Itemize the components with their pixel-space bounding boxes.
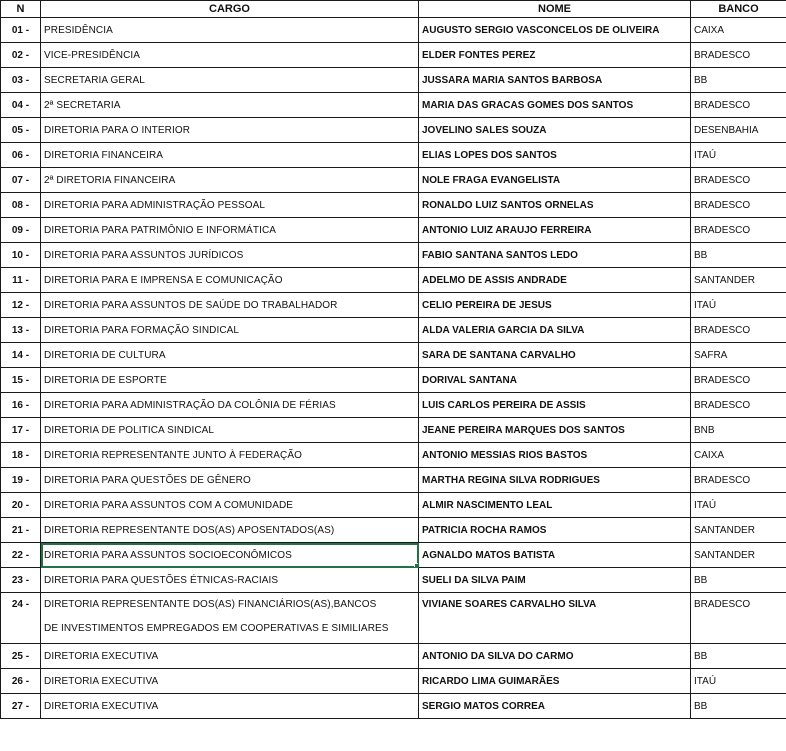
cell-number[interactable]: 25 - xyxy=(1,644,41,669)
cell-banco[interactable]: ITAÚ xyxy=(691,293,786,318)
cell-number[interactable]: 01 - xyxy=(1,18,41,43)
cell-cargo[interactable]: DIRETORIA REPRESENTANTE DOS(AS) APOSENTADOS(AS) xyxy=(41,518,419,543)
cell-cargo[interactable]: DIRETORIA REPRESENTANTE JUNTO À FEDERAÇÃO xyxy=(41,443,419,468)
cell-cargo[interactable]: DIRETORIA PARA ASSUNTOS DE SAÚDE DO TRABALHADOR xyxy=(41,293,419,318)
table-row xyxy=(1,568,786,593)
cell-nome[interactable]: RONALDO LUIZ SANTOS ORNELAS xyxy=(419,193,691,218)
table-row xyxy=(1,669,786,694)
cell-cargo[interactable]: 2ª DIRETORIA FINANCEIRA xyxy=(41,168,419,193)
table-row xyxy=(1,293,786,318)
cell-cargo[interactable]: SECRETARIA GERAL xyxy=(41,68,419,93)
cell-cargo[interactable]: DIRETORIA DE POLITICA SINDICAL xyxy=(41,418,419,443)
cell-cargo[interactable]: 2ª SECRETARIA xyxy=(41,93,419,118)
cell-number[interactable]: 12 - xyxy=(1,293,41,318)
cell-cargo-line-2: DE INVESTIMENTOS EMPREGADOS EM COOPERATIVAS E SIMILIARES xyxy=(44,623,389,634)
cell-nome[interactable]: ADELMO DE ASSIS ANDRADE xyxy=(419,268,691,293)
cell-banco[interactable]: ITAÚ xyxy=(691,143,786,168)
table-row xyxy=(1,393,786,418)
cell-nome[interactable]: ANTONIO LUIZ ARAUJO FERREIRA xyxy=(419,218,691,243)
cell-number[interactable]: 19 - xyxy=(1,468,41,493)
cell-banco[interactable]: BRADESCO xyxy=(691,393,786,418)
cell-nome[interactable]: JUSSARA MARIA SANTOS BARBOSA xyxy=(419,68,691,93)
cell-number[interactable]: 26 - xyxy=(1,669,41,694)
cell-number[interactable]: 11 - xyxy=(1,268,41,293)
cell-cargo[interactable]: DIRETORIA DE ESPORTE xyxy=(41,368,419,393)
cell-number[interactable]: 21 - xyxy=(1,518,41,543)
cell-banco[interactable]: ITAÚ xyxy=(691,493,786,518)
cell-banco[interactable]: DESENBAHIA xyxy=(691,118,786,143)
cell-cargo[interactable]: DIRETORIA PARA QUESTÕES DE GÊNERO xyxy=(41,468,419,493)
cell-cargo[interactable]: DIRETORIA PARA ASSUNTOS COM A COMUNIDADE xyxy=(41,493,419,518)
cell-cargo[interactable]: DIRETORIA PARA ASSUNTOS JURÍDICOS xyxy=(41,243,419,268)
cell-nome[interactable]: LUIS CARLOS PEREIRA DE ASSIS xyxy=(419,393,691,418)
cell-number[interactable]: 05 - xyxy=(1,118,41,143)
table-row xyxy=(1,318,786,343)
cell-number[interactable]: 04 - xyxy=(1,93,41,118)
table-row xyxy=(1,694,786,719)
cell-cargo[interactable]: DIRETORIA PARA E IMPRENSA E COMUNICAÇÃO xyxy=(41,268,419,293)
cell-nome[interactable]: AGNALDO MATOS BATISTA xyxy=(419,543,691,568)
cell-banco[interactable]: BRADESCO xyxy=(691,218,786,243)
cell-cargo-line-1: DIRETORIA REPRESENTANTE DOS(AS) FINANCIÁRIOS(AS),BANCOS xyxy=(44,599,377,610)
cell-number[interactable]: 14 - xyxy=(1,343,41,368)
cell-number[interactable]: 27 - xyxy=(1,694,41,719)
table-row xyxy=(1,118,786,143)
cell-cargo[interactable]: DIRETORIA DE CULTURA xyxy=(41,343,419,368)
table-row xyxy=(1,368,786,393)
cell-number[interactable]: 02 - xyxy=(1,43,41,68)
cell-nome[interactable]: NOLE FRAGA EVANGELISTA xyxy=(419,168,691,193)
cell-number[interactable]: 08 - xyxy=(1,193,41,218)
cell-banco[interactable]: BRADESCO xyxy=(691,193,786,218)
table-row xyxy=(1,543,786,568)
cell-nome[interactable]: MARIA DAS GRACAS GOMES DOS SANTOS xyxy=(419,93,691,118)
table-row xyxy=(1,243,786,268)
cell-banco[interactable]: BRADESCO xyxy=(691,468,786,493)
cell-number[interactable]: 10 - xyxy=(1,243,41,268)
cell-cargo[interactable]: DIRETORIA PARA ADMINISTRAÇÃO PESSOAL xyxy=(41,193,419,218)
table-row xyxy=(1,593,786,644)
cell-banco[interactable]: CAIXA xyxy=(691,443,786,468)
cell-nome[interactable]: SUELI DA SILVA PAIM xyxy=(419,568,691,593)
header-banco[interactable]: BANCO xyxy=(691,1,786,18)
cell-nome[interactable]: ALMIR NASCIMENTO LEAL xyxy=(419,493,691,518)
cell-nome[interactable]: ALDA VALERIA GARCIA DA SILVA xyxy=(419,318,691,343)
table-row xyxy=(1,43,786,68)
table-row xyxy=(1,518,786,543)
cell-cargo[interactable]: DIRETORIA EXECUTIVA xyxy=(41,669,419,694)
cell-number[interactable]: 18 - xyxy=(1,443,41,468)
cell-nome[interactable]: CELIO PEREIRA DE JESUS xyxy=(419,293,691,318)
cell-nome[interactable]: ELIAS LOPES DOS SANTOS xyxy=(419,143,691,168)
table-row xyxy=(1,93,786,118)
cell-banco[interactable]: BRADESCO xyxy=(691,93,786,118)
cell-cargo[interactable]: DIRETORIA PARA QUESTÕES ÉTNICAS-RACIAIS xyxy=(41,568,419,593)
cell-banco[interactable]: BRADESCO xyxy=(691,368,786,393)
cell-nome[interactable]: RICARDO LIMA GUIMARÃES xyxy=(419,669,691,694)
cell-cargo[interactable]: DIRETORIA PARA ADMINISTRAÇÃO DA COLÔNIA DE FÉRIAS xyxy=(41,393,419,418)
table-row xyxy=(1,18,786,43)
cell-banco[interactable]: SANTANDER xyxy=(691,268,786,293)
cell-banco[interactable]: SANTANDER xyxy=(691,518,786,543)
cell-banco[interactable]: BB xyxy=(691,694,786,719)
cell-banco[interactable]: SANTANDER xyxy=(691,543,786,568)
cell-cargo[interactable]: VICE-PRESIDÊNCIA xyxy=(41,43,419,68)
cell-nome[interactable]: PATRICIA ROCHA RAMOS xyxy=(419,518,691,543)
cell-cargo[interactable]: DIRETORIA PARA ASSUNTOS SOCIOECONÔMICOS xyxy=(41,543,419,568)
table-row xyxy=(1,644,786,669)
cell-nome[interactable]: ELDER FONTES PEREZ xyxy=(419,43,691,68)
table-row xyxy=(1,68,786,93)
cell-banco[interactable]: CAIXA xyxy=(691,18,786,43)
table-row xyxy=(1,193,786,218)
cell-number[interactable]: 24 - xyxy=(1,593,41,644)
cell-number[interactable]: 03 - xyxy=(1,68,41,93)
header-cargo[interactable]: CARGO xyxy=(41,1,419,18)
cell-nome[interactable]: SARA DE SANTANA CARVALHO xyxy=(419,343,691,368)
cell-nome[interactable]: VIVIANE SOARES CARVALHO SILVA xyxy=(419,593,691,644)
header-row xyxy=(1,1,786,18)
cell-banco[interactable]: BB xyxy=(691,644,786,669)
cell-banco[interactable]: SAFRA xyxy=(691,343,786,368)
header-n[interactable]: N xyxy=(1,1,41,18)
cell-nome[interactable]: JOVELINO SALES SOUZA xyxy=(419,118,691,143)
table-row xyxy=(1,343,786,368)
cell-cargo[interactable]: DIRETORIA PARA FORMAÇÃO SINDICAL xyxy=(41,318,419,343)
cell-banco[interactable]: BB xyxy=(691,568,786,593)
table-row xyxy=(1,143,786,168)
cell-number[interactable]: 15 - xyxy=(1,368,41,393)
cell-cargo[interactable]: DIRETORIA PARA O INTERIOR xyxy=(41,118,419,143)
cell-banco[interactable]: BRADESCO xyxy=(691,168,786,193)
cell-cargo[interactable]: DIRETORIA FINANCEIRA xyxy=(41,143,419,168)
cell-nome[interactable]: FABIO SANTANA SANTOS LEDO xyxy=(419,243,691,268)
table-row xyxy=(1,268,786,293)
cell-banco[interactable]: BRADESCO xyxy=(691,593,786,644)
cell-nome[interactable]: DORIVAL SANTANA xyxy=(419,368,691,393)
cell-banco[interactable]: BRADESCO xyxy=(691,318,786,343)
table-row xyxy=(1,493,786,518)
cell-nome[interactable]: ANTONIO MESSIAS RIOS BASTOS xyxy=(419,443,691,468)
cell-banco[interactable]: BB xyxy=(691,68,786,93)
cell-banco[interactable]: BNB xyxy=(691,418,786,443)
cell-nome[interactable]: MARTHA REGINA SILVA RODRIGUES xyxy=(419,468,691,493)
cell-nome[interactable]: SERGIO MATOS CORREA xyxy=(419,694,691,719)
table-row xyxy=(1,468,786,493)
cell-number[interactable]: 06 - xyxy=(1,143,41,168)
cell-banco[interactable]: BRADESCO xyxy=(691,43,786,68)
cell-nome[interactable]: ANTONIO DA SILVA DO CARMO xyxy=(419,644,691,669)
cell-number[interactable]: 16 - xyxy=(1,393,41,418)
cell-number[interactable]: 20 - xyxy=(1,493,41,518)
table-row xyxy=(1,418,786,443)
cell-number[interactable]: 22 - xyxy=(1,543,41,568)
cell-cargo[interactable] xyxy=(41,593,419,644)
cell-banco[interactable]: ITAÚ xyxy=(691,669,786,694)
cell-nome[interactable]: AUGUSTO SERGIO VASCONCELOS DE OLIVEIRA xyxy=(419,18,691,43)
cell-nome[interactable]: JEANE PEREIRA MARQUES DOS SANTOS xyxy=(419,418,691,443)
table-row xyxy=(1,218,786,243)
cell-cargo[interactable]: DIRETORIA PARA PATRIMÔNIO E INFORMÁTICA xyxy=(41,218,419,243)
cell-number[interactable]: 17 - xyxy=(1,418,41,443)
cell-cargo[interactable]: DIRETORIA EXECUTIVA xyxy=(41,644,419,669)
cell-number[interactable]: 07 - xyxy=(1,168,41,193)
cell-number[interactable]: 13 - xyxy=(1,318,41,343)
cell-cargo[interactable]: PRESIDÊNCIA xyxy=(41,18,419,43)
header-nome[interactable]: NOME xyxy=(419,1,691,18)
table-row xyxy=(1,168,786,193)
table-row xyxy=(1,443,786,468)
cell-number[interactable]: 09 - xyxy=(1,218,41,243)
cell-number[interactable]: 23 - xyxy=(1,568,41,593)
cell-banco[interactable]: BB xyxy=(691,243,786,268)
cell-cargo[interactable]: DIRETORIA EXECUTIVA xyxy=(41,694,419,719)
